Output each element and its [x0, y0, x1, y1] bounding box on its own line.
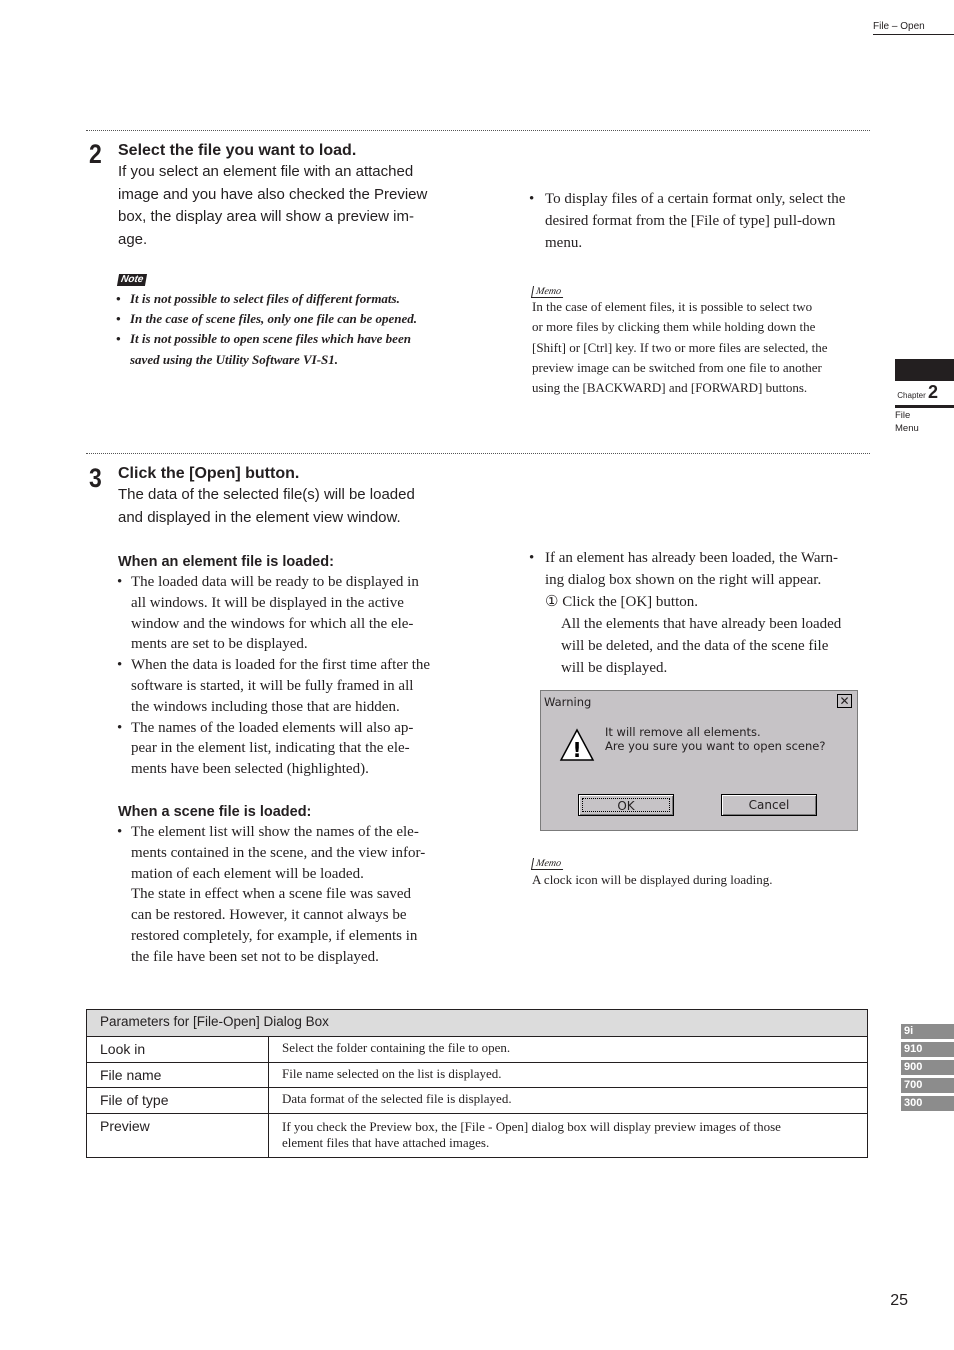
- parameters-table: [86, 1009, 868, 1158]
- chapter-title-line: Menu: [895, 422, 919, 434]
- body-line: and displayed in the element view window.: [118, 508, 401, 526]
- param-desc: Select the folder containing the file to open.: [269, 1037, 868, 1063]
- body-line: The data of the selected file(s) will be loaded: [118, 486, 415, 503]
- scene-file-heading: When a scene file is loaded:: [118, 804, 312, 820]
- note-item: [116, 309, 461, 329]
- note-list: [116, 289, 461, 370]
- memo-line: In the case of element files, it is possible to select two: [532, 299, 813, 314]
- param-desc: File name selected on the list is displayed.: [269, 1062, 868, 1088]
- bullet-line: desired format from the [File of type] pull-down: [545, 213, 836, 229]
- param-desc: Data format of the selected file is displayed.: [269, 1088, 868, 1114]
- bullet-line: restored completely, for example, if elements in: [131, 927, 418, 944]
- bullet-line: ments have been selected (highlighted).: [131, 761, 369, 778]
- bullet-item: [117, 718, 462, 780]
- memo-badge-label: Memo: [531, 858, 565, 870]
- table-row: [87, 1088, 868, 1114]
- sub-step-line: will be deleted, and the data of the scene file: [561, 638, 829, 654]
- memo-line: preview image can be switched from one file to another: [532, 359, 822, 375]
- model-tab-9i: 9i: [901, 1024, 954, 1039]
- chapter-label: [895, 383, 954, 408]
- ok-button-label: OK: [582, 798, 670, 812]
- section-divider: [86, 130, 870, 131]
- chapter-small-label: Chapter: [897, 391, 926, 400]
- body-line: If you select an element file with an attached: [118, 163, 414, 180]
- param-desc: If you check the Preview box, the [File - Open] dialog box will display preview images of those element files that have attached images.: [269, 1113, 868, 1157]
- bullet-item: [529, 188, 874, 254]
- param-name: Look in: [87, 1037, 269, 1063]
- param-name: File name: [87, 1062, 269, 1088]
- cancel-button[interactable]: Cancel: [721, 794, 817, 816]
- table-row: [87, 1037, 868, 1063]
- note-line: saved using the Utility Software VI-S1.: [130, 351, 339, 367]
- dialog-message: [605, 725, 825, 753]
- bullet-line: The state in effect when a scene file was saved: [131, 886, 412, 903]
- bullet-line: pear in the element list, indicating that the ele-: [131, 740, 410, 757]
- chapter-tab-bar: [895, 359, 954, 381]
- model-tab-700: 700: [901, 1078, 954, 1093]
- section-header-label: File – Open: [873, 21, 954, 35]
- bullet-item: [117, 572, 462, 655]
- note-line: • It is not possible to open scene files which have been: [130, 331, 411, 347]
- ok-button[interactable]: [578, 794, 674, 816]
- body-line: box, the display area will show a preview im-: [118, 208, 414, 225]
- step-3-title: Click the [Open] button.: [118, 465, 300, 482]
- note-item: [116, 289, 461, 309]
- bullet-line: can be restored. However, it cannot always be: [131, 907, 407, 924]
- bullet-line: • If an element has already been loaded, the Warn-: [545, 550, 838, 566]
- bullet-line: • The element list will show the names of the ele-: [131, 824, 419, 840]
- bullet-line: menu.: [545, 235, 583, 251]
- bullet-line: window and the windows for which all the ele-: [131, 615, 414, 632]
- chapter-number: 2: [927, 382, 938, 402]
- step-3-body: [118, 484, 468, 529]
- sub-step-marker: ①: [545, 594, 559, 610]
- bullet-line: ments contained in the scene, and the view infor-: [131, 844, 426, 861]
- bullet-line: • The names of the loaded elements will also ap-: [131, 719, 414, 736]
- table-heading: Parameters for [File-Open] Dialog Box: [87, 1010, 868, 1037]
- step-2-number: 2: [89, 139, 102, 169]
- step-3-number: 3: [89, 463, 102, 493]
- note-badge: [118, 269, 146, 287]
- memo-line: using the [BACKWARD] and [FORWARD] buttons.: [532, 380, 808, 396]
- bullet-line: • When the data is loaded for the first time after the: [131, 657, 431, 674]
- page-number: 25: [890, 1292, 908, 1309]
- step-3-right-bullets: [529, 547, 874, 591]
- model-tab-910: 910: [901, 1042, 954, 1057]
- warning-glyph: !: [572, 738, 582, 762]
- param-name: Preview: [87, 1113, 269, 1157]
- sub-step-line: ① Click the [OK] button.: [545, 594, 699, 610]
- step-2-title: Select the file you want to load.: [118, 142, 357, 159]
- step-2-body: [118, 161, 468, 251]
- chapter-title-line: File: [895, 410, 911, 421]
- bullet-item: [529, 547, 874, 591]
- bullet-line: mation of each element will be loaded.: [131, 865, 364, 882]
- note-line: It is not possible to select files of different formats.: [130, 291, 400, 306]
- bullet-line: ing dialog box shown on the right will appear.: [545, 572, 822, 588]
- bullet-item: [117, 655, 462, 717]
- bullet-line: • The loaded data will be ready to be displayed in: [131, 574, 419, 590]
- memo-line: [Shift] or [Ctrl] key. If two or more files are selected, the: [532, 339, 828, 355]
- bullet-line: all windows. It will be displayed in the active: [131, 594, 404, 611]
- bullet-line: the windows including those that are hidden.: [131, 698, 400, 715]
- bullet-line: ments are set to be displayed.: [131, 636, 308, 653]
- warning-icon: [559, 728, 595, 766]
- element-file-bullets: [117, 572, 462, 780]
- bullet-line: the file have been set not to be displayed.: [131, 948, 379, 965]
- dialog-message-line: Are you sure you want to open scene?: [605, 739, 826, 753]
- bullet-line: software is started, it will be fully framed in all: [131, 677, 414, 694]
- chapter-title: [895, 410, 919, 435]
- memo-text: A clock icon will be displayed during loading.: [532, 872, 773, 887]
- memo-badge-label: Memo: [531, 286, 565, 298]
- dialog-title: Warning: [544, 695, 592, 709]
- memo-text: [532, 297, 872, 398]
- step-2-right-bullets: [529, 188, 874, 254]
- model-tab-300: 300: [901, 1096, 954, 1111]
- note-item: [116, 329, 461, 369]
- table-row: [87, 1062, 868, 1088]
- note-line: In the case of scene files, only one file can be opened.: [130, 311, 418, 327]
- memo-line: or more files by clicking them while holding down the: [532, 319, 816, 335]
- warning-dialog: [540, 690, 858, 831]
- sub-step-line: All the elements that have already been loaded: [561, 616, 842, 632]
- model-tab-900: 900: [901, 1060, 954, 1075]
- table-row: [87, 1113, 868, 1157]
- bullet-item: [117, 822, 462, 968]
- close-icon[interactable]: ✕: [837, 694, 852, 708]
- body-line: age.: [118, 230, 148, 248]
- scene-file-bullets: [117, 822, 462, 968]
- body-line: image and you have also checked the Preview: [118, 185, 428, 203]
- memo-badge: [532, 853, 564, 871]
- bullet-line: • To display files of a certain format only, select the: [545, 191, 846, 207]
- note-badge-label: Note: [117, 274, 147, 286]
- section-divider: [86, 453, 870, 454]
- element-file-heading: When an element file is loaded:: [118, 554, 334, 570]
- sub-step-line: will be displayed.: [561, 660, 668, 676]
- param-name: File of type: [87, 1088, 269, 1114]
- dialog-message-line: It will remove all elements.: [605, 725, 761, 739]
- sub-step: [545, 591, 875, 679]
